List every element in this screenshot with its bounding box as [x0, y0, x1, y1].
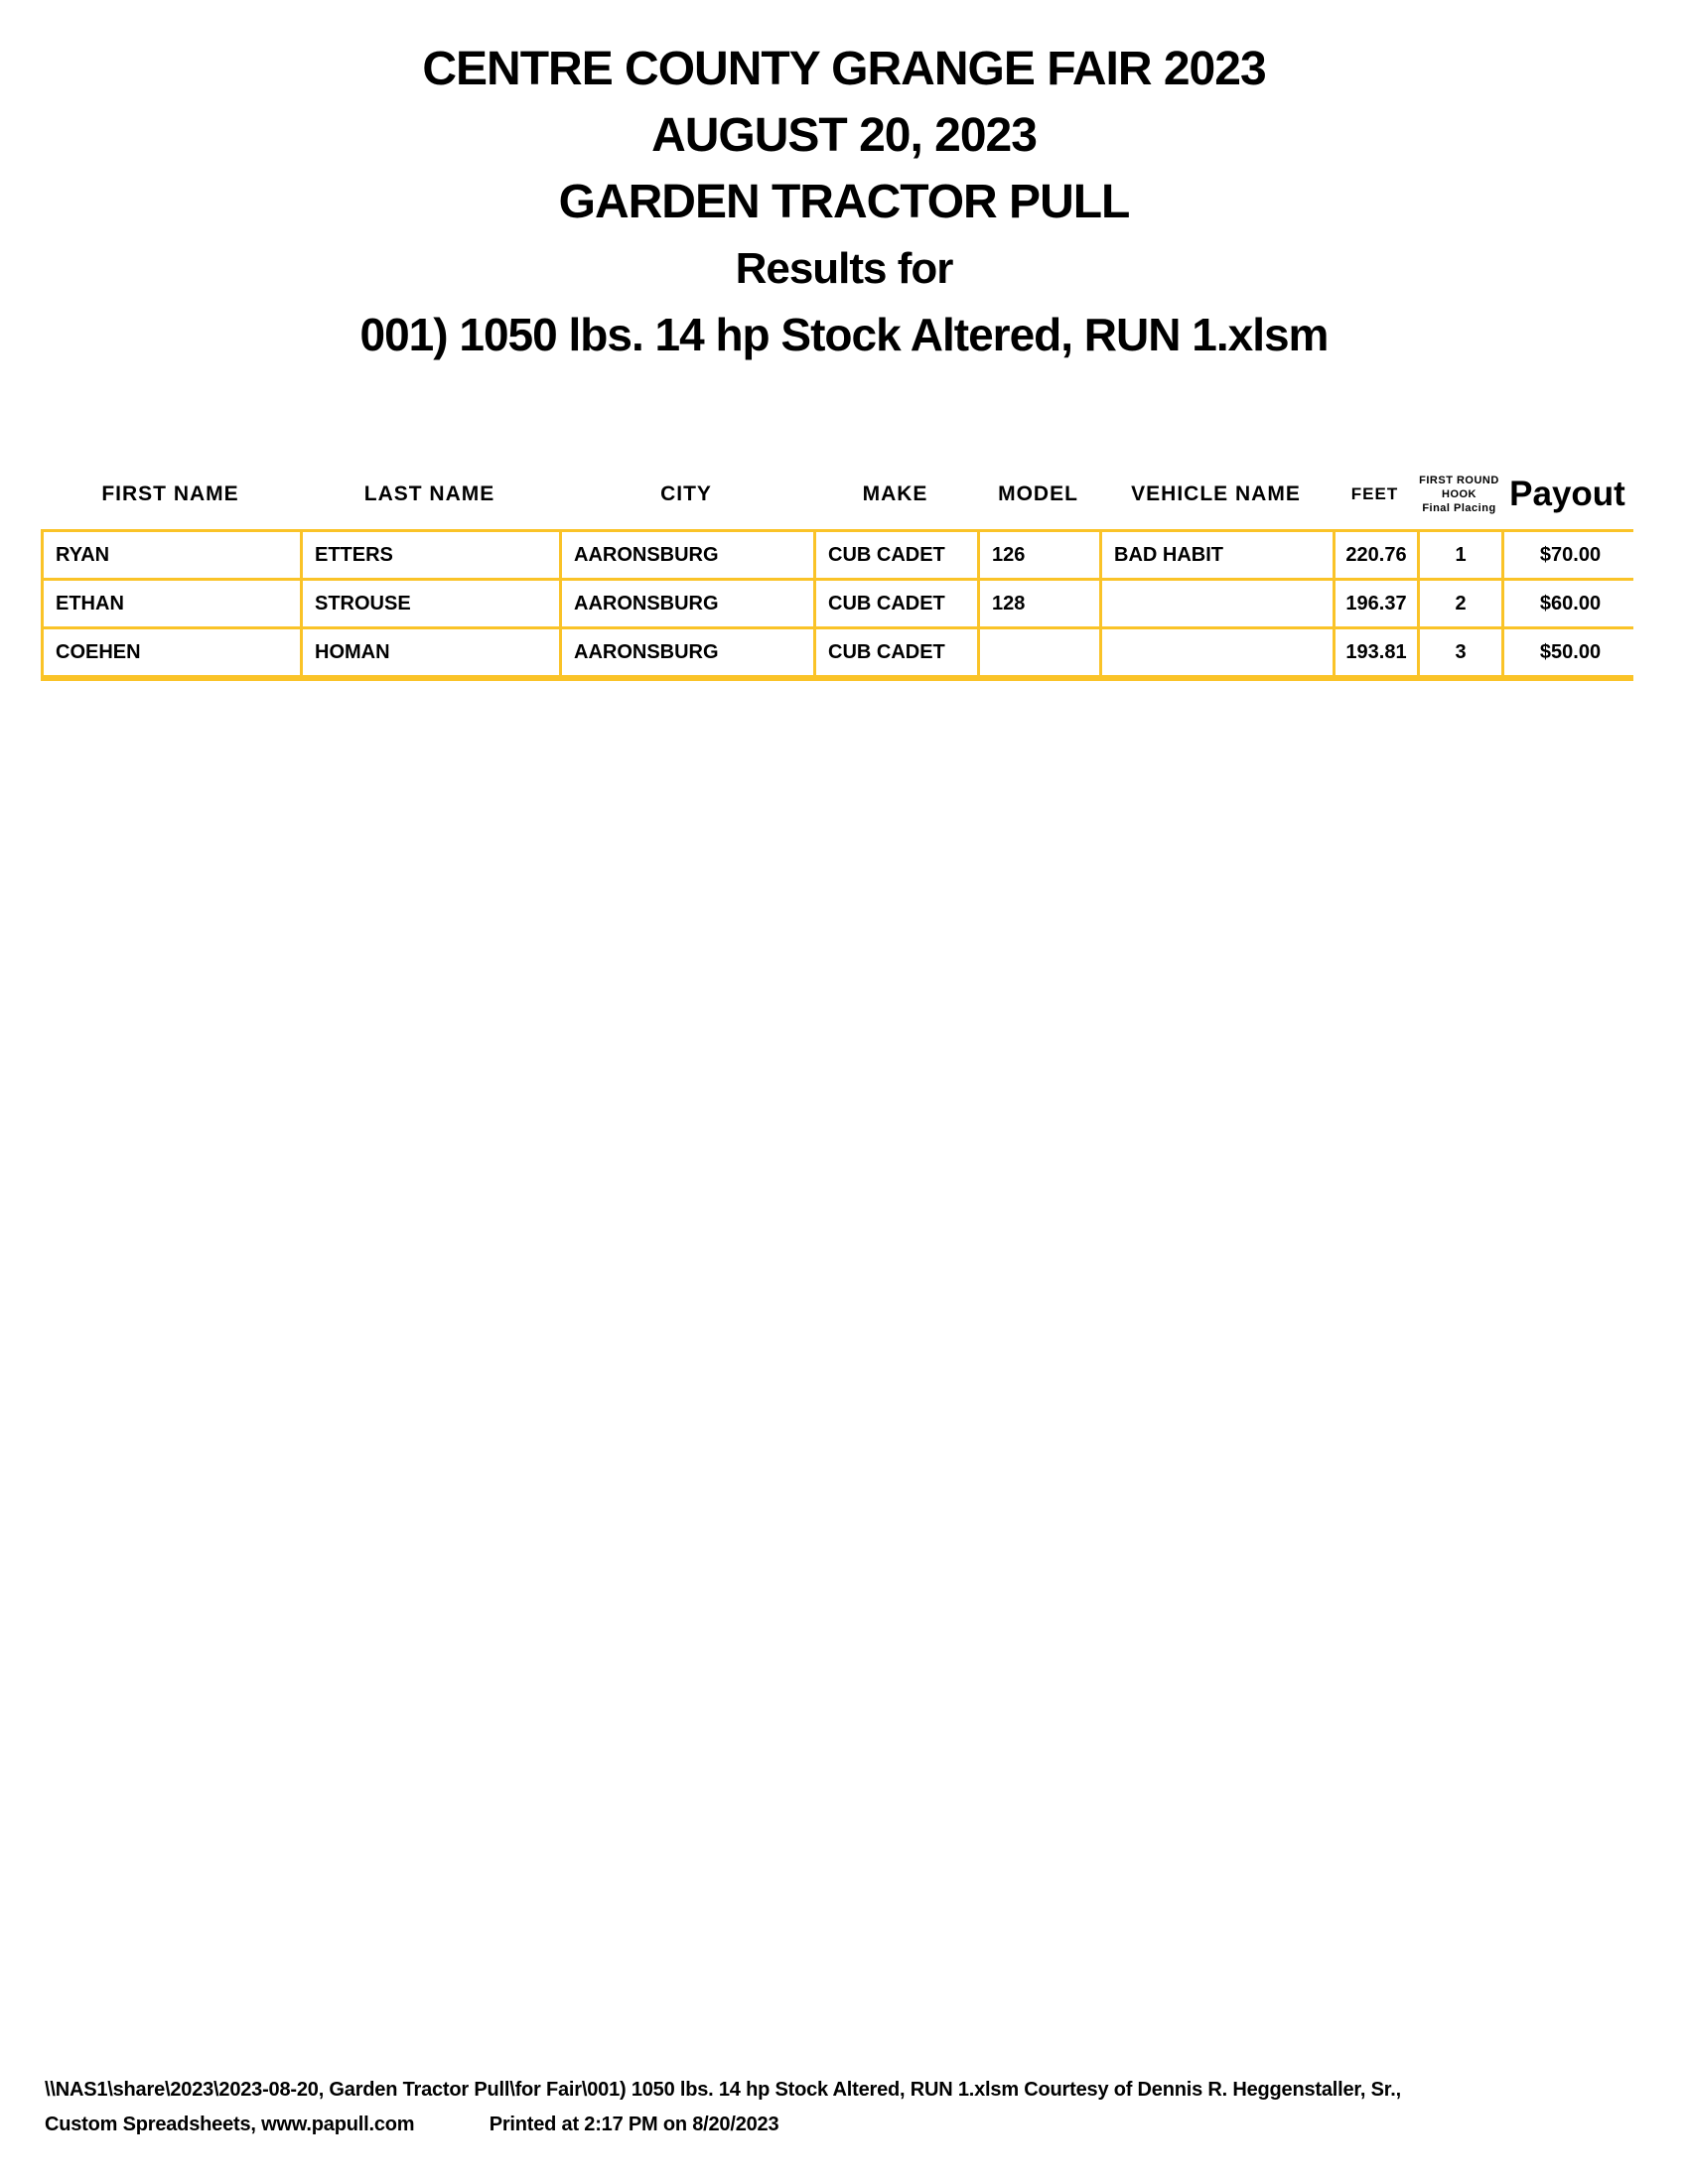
cell-feet: 193.81	[1336, 629, 1420, 675]
cell-city: AARONSBURG	[562, 581, 816, 626]
cell-hook: 3	[1420, 629, 1504, 675]
column-header-last-name: LAST NAME	[363, 482, 495, 505]
cell-first-name: ETHAN	[44, 581, 303, 626]
cell-make: CUB CADET	[816, 629, 980, 675]
hook-header-line: FIRST ROUND	[1419, 475, 1499, 486]
cell-model: 128	[980, 581, 1102, 626]
cell-vehicle-name	[1102, 581, 1336, 626]
column-header-first-round-hook	[1417, 460, 1501, 529]
document-footer	[45, 2073, 1673, 2142]
cell-hook: 1	[1420, 532, 1504, 578]
table-header-row	[41, 460, 1633, 529]
cell-payout: $50.00	[1539, 640, 1602, 663]
column-header-payout: Payout	[1509, 475, 1625, 513]
table-row	[44, 581, 1633, 629]
column-header-first-name: FIRST NAME	[101, 482, 239, 505]
cell-payout: $60.00	[1539, 592, 1602, 614]
column-header-vehicle-name: VEHICLE NAME	[1131, 482, 1301, 505]
hook-header-line: HOOK	[1442, 488, 1477, 500]
footer-credit-line	[45, 2108, 1673, 2142]
cell-city: AARONSBURG	[562, 629, 816, 675]
column-header-city: CITY	[660, 482, 712, 505]
footer-credit: Custom Spreadsheets, www.papull.com	[45, 2114, 415, 2135]
table-body	[41, 529, 1633, 681]
results-for-label: Results for	[735, 244, 953, 293]
cell-payout: $70.00	[1539, 543, 1602, 566]
event-date: AUGUST 20, 2023	[651, 109, 1037, 162]
table-row	[44, 532, 1633, 581]
class-file-title: 001) 1050 lbs. 14 hp Stock Altered, RUN 1.xlsm	[359, 309, 1329, 360]
cell-vehicle-name: BAD HABIT	[1102, 532, 1336, 578]
column-header-feet: FEET	[1350, 484, 1399, 503]
results-table	[41, 460, 1633, 681]
cell-vehicle-name	[1102, 629, 1336, 675]
cell-last-name: STROUSE	[303, 581, 562, 626]
column-header-model: MODEL	[998, 482, 1078, 505]
cell-model	[980, 629, 1102, 675]
fair-title: CENTRE COUNTY GRANGE FAIR 2023	[422, 43, 1266, 95]
cell-feet: 220.76	[1336, 532, 1420, 578]
cell-hook: 2	[1420, 581, 1504, 626]
document-title-block	[0, 0, 1688, 368]
cell-make: CUB CADET	[816, 581, 980, 626]
cell-city: AARONSBURG	[562, 532, 816, 578]
cell-first-name: RYAN	[44, 532, 303, 578]
cell-first-name: COEHEN	[44, 629, 303, 675]
footer-printed-at: Printed at 2:17 PM on 8/20/2023	[489, 2114, 779, 2135]
table-row	[44, 629, 1633, 675]
event-name: GARDEN TRACTOR PULL	[558, 176, 1130, 228]
cell-last-name: HOMAN	[303, 629, 562, 675]
cell-feet: 196.37	[1336, 581, 1420, 626]
column-header-make: MAKE	[862, 482, 928, 505]
cell-model: 126	[980, 532, 1102, 578]
footer-file-path: \\NAS1\share\2023\2023-08-20, Garden Tractor Pull\for Fair\001) 1050 lbs. 14 hp Stock Altered, RUN 1.xlsm Courtesy of Dennis R. Heggenstaller, Sr.,	[45, 2079, 1401, 2101]
cell-last-name: ETTERS	[303, 532, 562, 578]
cell-make: CUB CADET	[816, 532, 980, 578]
hook-header-line: Final Placing	[1422, 502, 1496, 514]
